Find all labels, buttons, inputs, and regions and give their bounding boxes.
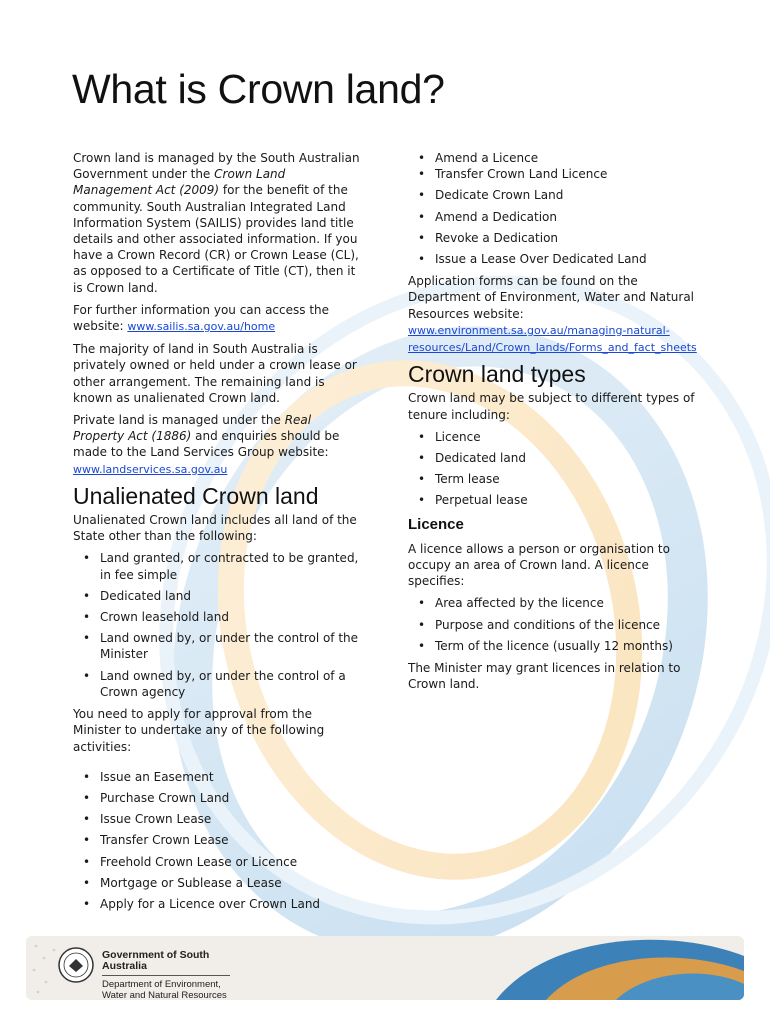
intro-paragraph: Crown land is managed by the South Australian Government under the Crown Land Management Act (2009) for the benefit of the community. South Australian Integrated Land Information System (SAILIS) provides land title details and other associated information. If you have a Crown Record (CR) or Crown Lease (CL), as opposed to a Certificate of Title (CT), then it is Crown land. (73, 151, 360, 295)
list-item: • Land owned by, or under the control of a Crown agency (73, 668, 363, 700)
list-item: • Area affected by the licence (408, 595, 698, 611)
list-item: • Dedicated land (73, 588, 363, 604)
list-item: • Transfer Crown Lease (73, 832, 363, 848)
sailis-link[interactable]: www.sailis.sa.gov.au/home (127, 320, 276, 334)
majority-paragraph: The majority of land in South Australia is privately owned or held under a crown lease or other arrangement. The remaining land is known as unalienated Crown land. (73, 342, 357, 405)
government-title: Government of South Australia (102, 950, 230, 976)
list-item: • Transfer Crown Land Licence (408, 166, 698, 182)
list-item: • Issue an Easement (73, 769, 363, 785)
further-info-paragraph: For further information you can access the website: www.sailis.sa.gov.au/home (73, 302, 330, 334)
list-item: • Amend a Dedication (408, 209, 698, 225)
department-line-2: Water and Natural Resources (102, 990, 227, 1001)
list-item: • Revoke a Dedication (408, 230, 698, 246)
heading-licence: Licence (408, 515, 464, 533)
list-item: • Freehold Crown Lease or Licence (73, 854, 363, 870)
list-item: • Purchase Crown Land (73, 790, 363, 806)
heading-crown-land-types: Crown land types (408, 361, 586, 388)
unalienated-intro: Unalienated Crown land includes all land of the State other than the following: (73, 513, 357, 544)
heading-unalienated: Unalienated Crown land (73, 482, 319, 509)
state-crest-logo (57, 946, 95, 984)
activities-list-continued (408, 150, 698, 182)
forms-paragraph: Application forms can be found on the Department of Environment, Water and Natural Resources website: www.environment.sa.gov.au/managing-natural- resources/Land/Crown_lands/Forms_and_fact_sheets (408, 274, 697, 355)
list-item: • Crown leasehold land (73, 609, 363, 625)
types-intro: Crown land may be subject to different types of tenure including: (408, 391, 695, 422)
government-branding (102, 950, 230, 1001)
list-item: • Term of the licence (usually 12 months) (408, 638, 698, 654)
list-item: • Dedicate Crown Land (408, 187, 698, 203)
list-item: • Land owned by, or under the control of the Minister (73, 630, 363, 662)
act-reference: Crown Land Management Act (2009) (73, 167, 286, 198)
list-item: • Licence (408, 429, 698, 445)
right-column (408, 150, 698, 698)
department-line-1: Department of Environment, (102, 979, 221, 990)
list-item: • Issue Crown Lease (73, 811, 363, 827)
list-item: • Term lease (408, 471, 698, 487)
list-item: • Mortgage or Sublease a Lease (73, 875, 363, 891)
activities-list (73, 769, 363, 912)
list-item: • Perpetual lease (408, 492, 698, 508)
approval-intro: You need to apply for approval from the Minister to undertake any of the following activities: (73, 707, 325, 754)
act-reference: Real Property Act (1886) (73, 413, 312, 444)
forms-link[interactable]: www.environment.sa.gov.au/managing-natural- resources/Land/Crown_lands/Forms_and_fact_sheets (408, 323, 697, 355)
list-item: • Issue a Lease Over Dedicated Land (408, 251, 698, 267)
landservices-link[interactable]: www.landservices.sa.gov.au (73, 462, 228, 476)
private-land-paragraph: Private land is managed under the Real Property Act (1886) and enquiries should be made to the Land Services Group website: www.landservices.sa.gov.au (73, 413, 340, 476)
activities-list-more (408, 187, 698, 267)
licence-list (408, 595, 698, 654)
left-column (73, 150, 363, 918)
list-item: • Amend a Licence (408, 150, 698, 166)
minister-paragraph: The Minister may grant licences in relation to Crown land. (408, 661, 681, 692)
list-item: • Dedicated land (408, 450, 698, 466)
licence-paragraph: A licence allows a person or organisation to occupy an area of Crown land. A licence specifies: (408, 541, 670, 589)
exclusions-list (73, 550, 363, 700)
list-item: • Apply for a Licence over Crown Land (73, 896, 363, 912)
page-title: What is Crown land? (72, 66, 445, 112)
list-item: • Land granted, or contracted to be granted, in fee simple (73, 550, 363, 582)
list-item: • Purpose and conditions of the licence (408, 617, 698, 633)
types-list (408, 429, 698, 509)
